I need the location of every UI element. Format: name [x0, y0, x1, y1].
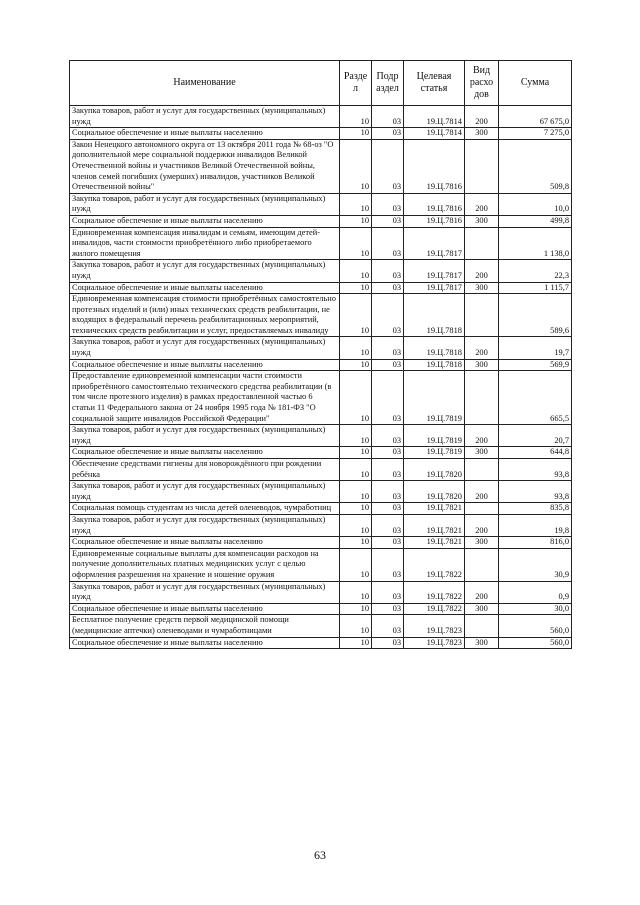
row-subsection: 03 — [372, 514, 404, 536]
row-subsection: 03 — [372, 371, 404, 425]
row-subsection: 03 — [372, 603, 404, 615]
row-expense-type — [465, 548, 499, 581]
row-section: 10 — [340, 447, 372, 459]
row-target: 19.Ц.7818 — [404, 359, 465, 371]
row-section: 10 — [340, 581, 372, 603]
row-subsection: 03 — [372, 503, 404, 515]
row-name: Социальная помощь студентам из числа детей оленеводов, чумработниц — [70, 503, 340, 515]
budget-table — [69, 60, 572, 649]
row-amount: 644,8 — [499, 447, 572, 459]
row-section: 10 — [340, 548, 372, 581]
table-row — [70, 459, 572, 481]
row-target: 19.Ц.7819 — [404, 371, 465, 425]
row-target: 19.Ц.7817 — [404, 282, 465, 294]
row-subsection: 03 — [372, 139, 404, 193]
row-section: 10 — [340, 459, 372, 481]
row-target: 19.Ц.7814 — [404, 106, 465, 128]
row-section: 10 — [340, 260, 372, 282]
row-expense-type: 300 — [465, 603, 499, 615]
row-subsection: 03 — [372, 637, 404, 649]
row-subsection: 03 — [372, 193, 404, 215]
row-amount: 93,8 — [499, 481, 572, 503]
row-name: Закупка товаров, работ и услуг для государственных (муниципальных) нужд — [70, 106, 340, 128]
row-subsection: 03 — [372, 581, 404, 603]
row-subsection: 03 — [372, 537, 404, 549]
row-expense-type: 200 — [465, 193, 499, 215]
table-row — [70, 615, 572, 637]
row-section: 10 — [340, 128, 372, 140]
row-expense-type: 200 — [465, 260, 499, 282]
row-subsection: 03 — [372, 447, 404, 459]
table-row — [70, 282, 572, 294]
row-target: 19.Ц.7818 — [404, 294, 465, 337]
header-subsection: Подр аздел — [372, 61, 404, 106]
row-amount: 665,5 — [499, 371, 572, 425]
row-name: Закупка товаров, работ и услуг для государственных (муниципальных) нужд — [70, 425, 340, 447]
row-subsection: 03 — [372, 425, 404, 447]
row-amount: 22,3 — [499, 260, 572, 282]
row-target: 19.Ц.7819 — [404, 447, 465, 459]
row-name: Закон Ненецкого автономного округа от 13 октября 2011 года № 68-оз "О дополнительной мере социальной поддержки инвалидов Великой Отечественной войны и участников Великой Отечественной войны, членов семей погибших (умерших) инвалидов, участников Великой Отечественной войны" — [70, 139, 340, 193]
row-target: 19.Ц.7819 — [404, 425, 465, 447]
row-section: 10 — [340, 139, 372, 193]
row-section: 10 — [340, 294, 372, 337]
row-subsection: 03 — [372, 128, 404, 140]
row-target: 19.Ц.7821 — [404, 514, 465, 536]
row-target: 19.Ц.7820 — [404, 459, 465, 481]
table-header-row — [70, 61, 572, 106]
row-amount: 67 675,0 — [499, 106, 572, 128]
header-expense-type: Вид расхо дов — [465, 61, 499, 106]
page-number: 63 — [314, 848, 326, 862]
row-target: 19.Ц.7820 — [404, 481, 465, 503]
row-expense-type — [465, 227, 499, 260]
row-amount: 30,9 — [499, 548, 572, 581]
row-expense-type: 300 — [465, 282, 499, 294]
row-amount: 816,0 — [499, 537, 572, 549]
row-expense-type: 200 — [465, 337, 499, 359]
row-name: Закупка товаров, работ и услуг для государственных (муниципальных) нужд — [70, 581, 340, 603]
row-section: 10 — [340, 371, 372, 425]
row-target: 19.Ц.7822 — [404, 548, 465, 581]
row-section: 10 — [340, 215, 372, 227]
row-expense-type: 200 — [465, 581, 499, 603]
row-section: 10 — [340, 481, 372, 503]
row-expense-type — [465, 503, 499, 515]
table-row — [70, 106, 572, 128]
row-expense-type: 200 — [465, 514, 499, 536]
table-row — [70, 359, 572, 371]
row-amount: 509,8 — [499, 139, 572, 193]
header-target: Целевая статья — [404, 61, 465, 106]
row-section: 10 — [340, 425, 372, 447]
row-expense-type: 200 — [465, 481, 499, 503]
row-target: 19.Ц.7817 — [404, 227, 465, 260]
table-row — [70, 447, 572, 459]
header-amount: Сумма — [499, 61, 572, 106]
row-section: 10 — [340, 603, 372, 615]
row-subsection: 03 — [372, 260, 404, 282]
table-row — [70, 503, 572, 515]
row-expense-type: 200 — [465, 425, 499, 447]
row-section: 10 — [340, 637, 372, 649]
row-target: 19.Ц.7816 — [404, 215, 465, 227]
row-name: Закупка товаров, работ и услуг для государственных (муниципальных) нужд — [70, 514, 340, 536]
row-amount: 560,0 — [499, 637, 572, 649]
row-section: 10 — [340, 337, 372, 359]
row-name: Предоставление единовременной компенсации части стоимости приобретённого самостоятельно технического средства реабилитации (в том числе протезного изделия) в рамках предоставленной частью 6 статьи 11 Федерального закона от 24 ноября 1995 года № 181-ФЗ "О социальной защите инвалидов Российской Федерации" — [70, 371, 340, 425]
row-amount: 835,8 — [499, 503, 572, 515]
row-expense-type — [465, 139, 499, 193]
row-name: Единовременная компенсация стоимости приобретённых самостоятельно протезных изделий и (или) иных технических средств реабилитации, не входящих в федеральный перечень реабилитационных мероприятий, технических средств реабилитации и услуг, предоставляемых инвалиду — [70, 294, 340, 337]
row-expense-type — [465, 459, 499, 481]
table-row — [70, 128, 572, 140]
table-row — [70, 603, 572, 615]
row-subsection: 03 — [372, 615, 404, 637]
row-name: Социальное обеспечение и иные выплаты населению — [70, 282, 340, 294]
table-row — [70, 260, 572, 282]
row-name: Единовременная компенсация инвалидам и семьям, имеющим детей-инвалидов, части стоимости приобретённого либо приобретаемого жилого помещения — [70, 227, 340, 260]
row-subsection: 03 — [372, 282, 404, 294]
table-row — [70, 337, 572, 359]
row-amount: 560,0 — [499, 615, 572, 637]
table-row — [70, 139, 572, 193]
row-subsection: 03 — [372, 106, 404, 128]
row-name: Закупка товаров, работ и услуг для государственных (муниципальных) нужд — [70, 337, 340, 359]
row-subsection: 03 — [372, 215, 404, 227]
table-row — [70, 294, 572, 337]
row-amount: 569,9 — [499, 359, 572, 371]
row-name: Социальное обеспечение и иные выплаты населению — [70, 447, 340, 459]
row-section: 10 — [340, 615, 372, 637]
table-row — [70, 548, 572, 581]
row-amount: 499,8 — [499, 215, 572, 227]
row-name: Социальное обеспечение и иные выплаты населению — [70, 603, 340, 615]
row-section: 10 — [340, 106, 372, 128]
row-name: Социальное обеспечение и иные выплаты населению — [70, 637, 340, 649]
table-row — [70, 537, 572, 549]
row-expense-type: 200 — [465, 106, 499, 128]
row-expense-type: 300 — [465, 359, 499, 371]
row-expense-type: 300 — [465, 215, 499, 227]
row-target: 19.Ц.7822 — [404, 581, 465, 603]
table-row — [70, 193, 572, 215]
row-subsection: 03 — [372, 459, 404, 481]
row-target: 19.Ц.7818 — [404, 337, 465, 359]
row-name: Закупка товаров, работ и услуг для государственных (муниципальных) нужд — [70, 260, 340, 282]
row-subsection: 03 — [372, 359, 404, 371]
row-subsection: 03 — [372, 548, 404, 581]
row-expense-type: 300 — [465, 447, 499, 459]
header-section: Разде л — [340, 61, 372, 106]
row-name: Закупка товаров, работ и услуг для государственных (муниципальных) нужд — [70, 193, 340, 215]
row-expense-type — [465, 615, 499, 637]
row-target: 19.Ц.7821 — [404, 537, 465, 549]
row-expense-type: 300 — [465, 637, 499, 649]
row-name: Социальное обеспечение и иные выплаты населению — [70, 359, 340, 371]
row-section: 10 — [340, 282, 372, 294]
table-row — [70, 227, 572, 260]
row-name: Обеспечение средствами гигиены для новорождённого при рождении ребёнка — [70, 459, 340, 481]
table-row — [70, 215, 572, 227]
table-row — [70, 637, 572, 649]
row-section: 10 — [340, 227, 372, 260]
row-target: 19.Ц.7816 — [404, 139, 465, 193]
row-amount: 7 275,0 — [499, 128, 572, 140]
row-name: Социальное обеспечение и иные выплаты населению — [70, 537, 340, 549]
row-amount: 93,8 — [499, 459, 572, 481]
row-name: Социальное обеспечение и иные выплаты населению — [70, 128, 340, 140]
row-section: 10 — [340, 514, 372, 536]
table-row — [70, 371, 572, 425]
row-section: 10 — [340, 503, 372, 515]
table-row — [70, 425, 572, 447]
row-name: Социальное обеспечение и иные выплаты населению — [70, 215, 340, 227]
row-subsection: 03 — [372, 294, 404, 337]
row-target: 19.Ц.7814 — [404, 128, 465, 140]
row-expense-type — [465, 294, 499, 337]
row-subsection: 03 — [372, 337, 404, 359]
row-expense-type: 300 — [465, 128, 499, 140]
row-name: Закупка товаров, работ и услуг для государственных (муниципальных) нужд — [70, 481, 340, 503]
table-row — [70, 514, 572, 536]
row-amount: 10,0 — [499, 193, 572, 215]
row-amount: 20,7 — [499, 425, 572, 447]
row-amount: 0,9 — [499, 581, 572, 603]
row-amount: 1 115,7 — [499, 282, 572, 294]
header-name: Наименование — [70, 61, 340, 106]
row-target: 19.Ц.7822 — [404, 603, 465, 615]
row-target: 19.Ц.7823 — [404, 637, 465, 649]
row-amount: 19,7 — [499, 337, 572, 359]
row-amount: 1 138,0 — [499, 227, 572, 260]
table-row — [70, 481, 572, 503]
row-section: 10 — [340, 537, 372, 549]
table-row — [70, 581, 572, 603]
row-target: 19.Ц.7823 — [404, 615, 465, 637]
row-subsection: 03 — [372, 227, 404, 260]
row-target: 19.Ц.7816 — [404, 193, 465, 215]
row-target: 19.Ц.7821 — [404, 503, 465, 515]
row-subsection: 03 — [372, 481, 404, 503]
row-amount: 30,0 — [499, 603, 572, 615]
row-target: 19.Ц.7817 — [404, 260, 465, 282]
row-expense-type — [465, 371, 499, 425]
row-amount: 589,6 — [499, 294, 572, 337]
row-name: Единовременные социальные выплаты для компенсации расходов на получение дополнительных платных медицинских услуг с целью оформления разрешения на хранение и ношение оружия — [70, 548, 340, 581]
row-expense-type: 300 — [465, 537, 499, 549]
row-section: 10 — [340, 359, 372, 371]
row-section: 10 — [340, 193, 372, 215]
row-amount: 19,8 — [499, 514, 572, 536]
row-name: Бесплатное получение средств первой медицинской помощи (медицинские аптечки) оленеводами и чумработницами — [70, 615, 340, 637]
